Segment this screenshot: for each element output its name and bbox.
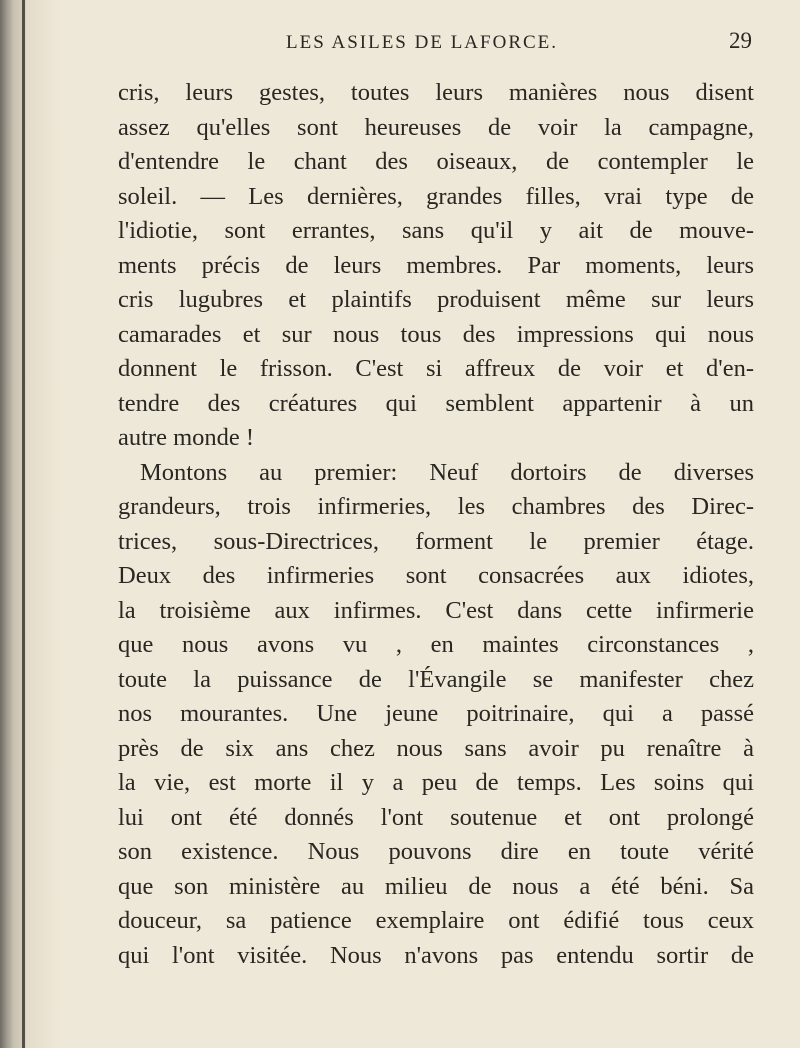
text-line: que son ministère au milieu de nous a été béni. Sa xyxy=(118,872,754,900)
text-line: la troisième aux infirmes. C'est dans cette infirmerie xyxy=(118,596,754,624)
binding-edge xyxy=(22,0,25,1048)
text-line: toute la puissance de l'Évangile se manifester chez xyxy=(118,665,754,693)
text-line: soleil. — Les dernières, grandes filles, vrai type de xyxy=(118,182,754,210)
text-line: grandeurs, trois infirmeries, les chambres des Direc- xyxy=(118,493,754,520)
text-line: trices, sous-Directrices, forment le premier étage. xyxy=(118,527,754,555)
text-line: autre monde ! xyxy=(118,424,255,451)
text-line: que nous avons vu , en maintes circonstances , xyxy=(118,631,754,658)
text-line: assez qu'elles sont heureuses de voir la campagne, xyxy=(118,113,754,141)
text-line: ments précis de leurs membres. Par moments, leurs xyxy=(118,251,754,279)
text-line: qui l'ont visitée. Nous n'avons pas entendu sortir de xyxy=(118,941,754,969)
text-line: d'entendre le chant des oiseaux, de contempler le xyxy=(118,148,754,175)
text-line: nos mourantes. Une jeune poitrinaire, qui a passé xyxy=(118,700,754,727)
text-line: Montons au premier: Neuf dortoirs de diverses xyxy=(140,458,754,486)
book-gutter xyxy=(0,0,26,1048)
text-line: lui ont été donnés l'ont soutenue et ont prolongé xyxy=(118,803,754,831)
text-line: cris, leurs gestes, toutes leurs manières nous disent xyxy=(118,79,754,106)
running-title: LES ASILES DE LAFORCE. xyxy=(286,32,559,53)
text-line: près de six ans chez nous sans avoir pu renaître à xyxy=(118,734,754,762)
text-line: tendre des créatures qui semblent appartenir à un xyxy=(118,389,754,417)
text-line: Deux des infirmeries sont consacrées aux idiotes, xyxy=(118,562,754,589)
text-line: son existence. Nous pouvons dire en toute vérité xyxy=(118,838,754,865)
text-line: donnent le frisson. C'est si affreux de voir et d'en- xyxy=(118,355,754,382)
page-number: 29 xyxy=(729,28,752,53)
body-text xyxy=(118,76,754,973)
text-line: camarades et sur nous tous des impressions qui nous xyxy=(118,320,754,348)
text-line: la vie, est morte il y a peu de temps. Les soins qui xyxy=(118,769,754,796)
page-header xyxy=(118,26,758,60)
text-line: l'idiotie, sont errantes, sans qu'il y ait de mouve- xyxy=(118,217,754,244)
text-line: douceur, sa patience exemplaire ont édifié tous ceux xyxy=(118,907,754,934)
text-line: cris lugubres et plaintifs produisent même sur leurs xyxy=(118,286,754,313)
